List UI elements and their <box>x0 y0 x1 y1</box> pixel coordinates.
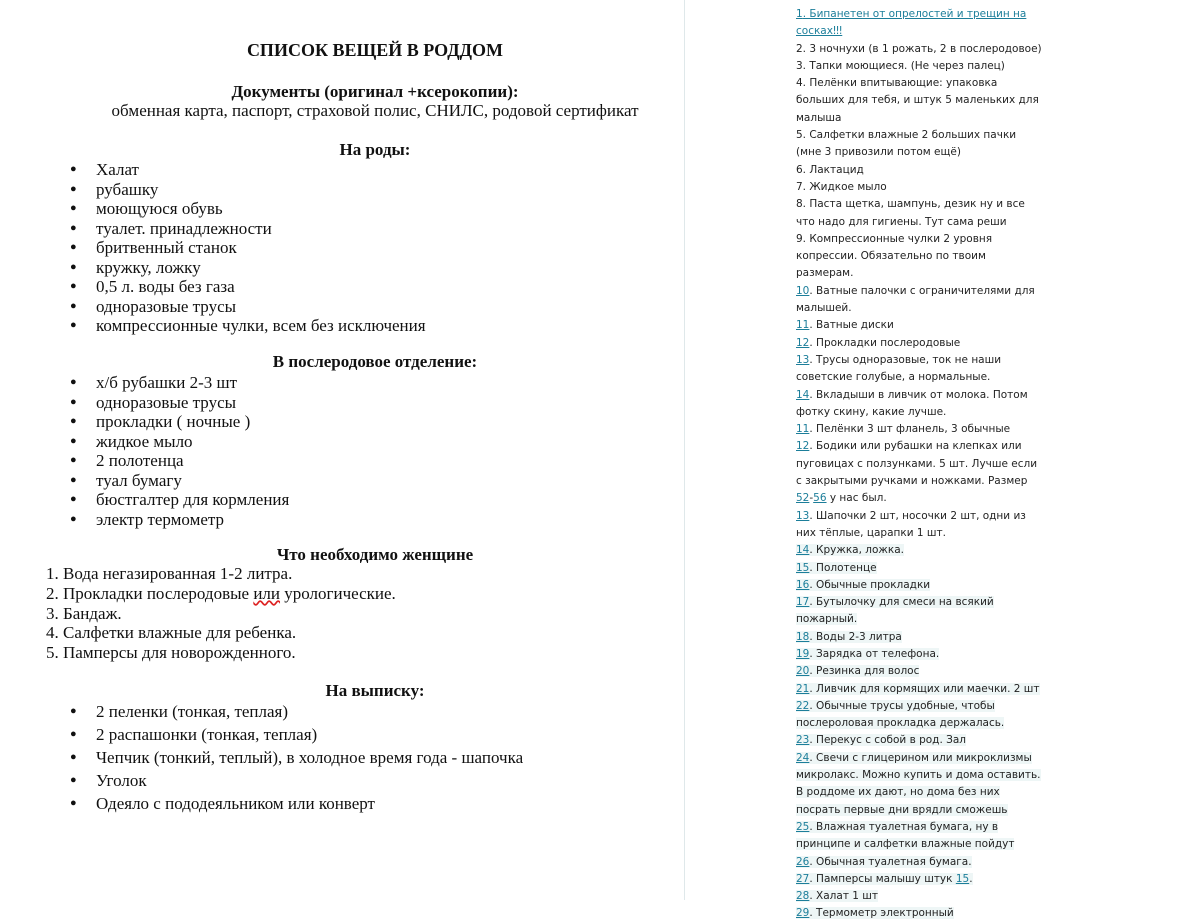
postpartum-heading: В послеродовое отделение: <box>272 352 478 371</box>
pampers-count-link[interactable]: 15 <box>955 872 970 885</box>
item-number-link[interactable]: 11 <box>796 319 810 332</box>
woman-list <box>46 564 396 663</box>
list-item: ● х/б рубашки 2-3 шт <box>30 373 289 393</box>
page-title: СПИСОК ВЕЩЕЙ В РОДДОМ <box>246 40 504 60</box>
list-item: ● туал бумагу <box>30 471 289 491</box>
list-item: 22. Обычные трусы удобные, чтобы послероловая прокладка держалась. <box>796 699 1005 730</box>
item-number-link[interactable]: 22 <box>796 699 810 712</box>
list-item: 14. Кружка, ложка. <box>796 544 905 557</box>
item-number-link[interactable]: 15 <box>796 561 810 574</box>
list-item: 2. Прокладки послеродовые или урологические. <box>46 583 396 603</box>
birth-heading: На роды: <box>339 140 411 159</box>
item-number-link[interactable]: 27 <box>796 872 810 885</box>
list-item: 1. Вода негазированная 1-2 литра. <box>46 564 293 583</box>
list-item: 4. Пелёнки впитывающие: упаковка больших для тебя, и штук 5 маленьких для малыша <box>796 77 1039 124</box>
list-item: 26. Обычная туалетная бумага. <box>796 855 972 868</box>
list-item: ● одноразовые трусы <box>30 393 289 413</box>
list-item: ● кружку, ложку <box>30 258 426 278</box>
item-number-link[interactable]: 12 <box>796 440 810 453</box>
list-item: 18. Воды 2-3 литра <box>796 630 902 643</box>
list-item: ● электр термометр <box>30 510 289 530</box>
documents-heading: Документы (оригинал +ксерокопии): <box>231 82 519 101</box>
list-item: 29. Термометр электронный <box>796 907 954 920</box>
spellcheck-word: или <box>253 583 281 603</box>
item-number-link[interactable]: 23 <box>796 734 810 747</box>
list-item: 5. Салфетки влажные 2 больших пачки (мне 3 привозили потом ещё) <box>796 129 1017 159</box>
postpartum-list <box>30 373 289 529</box>
list-item: 7. Жидкое мыло <box>796 180 887 193</box>
list-item: ● 2 пеленки (тонкая, теплая) <box>30 700 523 723</box>
list-item: 13. Трусы одноразовые, ток не наши советские голубые, а нормальные. <box>796 353 1002 384</box>
list-item: ● рубашку <box>30 180 426 200</box>
list-item: 5. Памперсы для новорожденного. <box>46 643 296 663</box>
list-item: 3. Тапки моющиеся. (Не через палец) <box>796 59 1005 72</box>
item-number-link[interactable]: 29 <box>796 907 810 920</box>
list-item: ● одноразовые трусы <box>30 297 426 317</box>
list-item: 3. Бандаж. <box>46 603 122 623</box>
list-item: ● 0,5 л. воды без газа <box>30 277 426 297</box>
list-item: 6. Лактацид <box>796 163 864 176</box>
list-item: ● Одеяло с пододеяльником или конверт <box>30 792 523 815</box>
item-number-link[interactable]: 26 <box>796 855 810 868</box>
item-number-link[interactable]: 18 <box>796 630 810 643</box>
list-item: 23. Перекус с собой в род. Зал <box>796 734 966 747</box>
list-item: 27. Памперсы малышу штук 15. <box>796 872 973 885</box>
item-number-link[interactable]: 21 <box>796 682 810 695</box>
list-item: 11. Ватные диски <box>796 319 894 332</box>
list-item: ● жидкое мыло <box>30 432 289 452</box>
list-item: ● Чепчик (тонкий, теплый), в холодное время года - шапочка <box>30 746 523 769</box>
list-item: 11. Пелёнки 3 шт фланель, 3 обычные <box>796 423 1011 436</box>
list-item: 1. Бипанетен от опрелостей и трещин на соскахǃǃǃ <box>796 8 1027 38</box>
list-item: 4. Салфетки влажные для ребенка. <box>46 623 297 643</box>
item-number-link[interactable]: 25 <box>796 820 810 833</box>
list-item: 2. 3 ночнухи (в 1 рожать, 2 в послеродовое) <box>796 42 1042 55</box>
item-number-link[interactable]: 12 <box>796 336 810 349</box>
list-item: ● Уголок <box>30 769 523 792</box>
list-item: 8. Паста щетка, шампунь, дезик ну и все что надо для гигиены. Тут сама реши <box>796 198 1025 228</box>
item-number-link[interactable]: 20 <box>796 665 810 678</box>
item-number-link[interactable]: 17 <box>796 596 810 609</box>
list-item: 15. Полотенце <box>796 561 877 574</box>
item-number-link[interactable]: 10 <box>796 284 810 297</box>
documents-text: обменная карта, паспорт, страховой полис, СНИЛС, родовой сертификат <box>111 101 639 120</box>
item-number-link[interactable]: 14 <box>796 544 810 557</box>
list-item: ● бритвенный станок <box>30 238 426 258</box>
right-list <box>796 6 1042 923</box>
item-number-link[interactable]: 13 <box>796 509 810 522</box>
list-item: 20. Резинка для волос <box>796 665 920 678</box>
item-number-link[interactable]: 28 <box>796 890 810 903</box>
list-item: ● 2 полотенца <box>30 451 289 471</box>
item-number-link[interactable]: 11 <box>796 423 810 436</box>
list-item: 28. Халат 1 шт <box>796 890 879 903</box>
list-item: 10. Ватные палочки с ограничителями для малышей. <box>796 284 1035 315</box>
left-document <box>30 0 690 900</box>
list-item: ● компрессионные чулки, всем без исключения <box>30 316 426 336</box>
list-item: 12. Бодики или рубашки на клепках или пуговицах с ползунками. 5 шт. Лучше если с закрытыми ручками и ножками. Размер 52-56 у нас был. <box>796 440 1038 505</box>
discharge-list <box>30 700 523 815</box>
list-item: ● Халат <box>30 160 426 180</box>
divider <box>684 0 685 900</box>
item-number-link[interactable]: 14 <box>796 388 810 401</box>
birth-list <box>30 160 426 336</box>
list-item: ● моющуюся обувь <box>30 199 426 219</box>
item-number-link[interactable]: 19 <box>796 647 810 660</box>
item-number-link[interactable]: 13 <box>796 353 810 366</box>
list-item: 13. Шапочки 2 шт, носочки 2 шт, одни из них тёплые, царапки 1 шт. <box>796 509 1026 539</box>
list-item: 24. Свечи с глицерином или микроклизмы микролакс. Можно купить и дома оставить. В роддоме их дают, но дома без них посрать первые дни врядли сможешь <box>796 751 1041 816</box>
list-item: 9. Компрессионные чулки 2 уровня копрессии. Обязательно по твоим размерам. <box>796 232 993 280</box>
list-item: 14. Вкладыши в ливчик от молока. Потом фотку скину, какие лучше. <box>796 388 1028 418</box>
list-item: ● прокладки ( ночные ) <box>30 412 289 432</box>
size-link[interactable]: 52 <box>796 492 810 505</box>
list-item: 25. Влажная туалетная бумага, ну в принципе и салфетки влажные пойдут <box>796 820 1015 851</box>
list-item: 12. Прокладки послеродовые <box>796 336 961 349</box>
list-item: ● бюстгалтер для кормления <box>30 490 289 510</box>
woman-heading: Что необходимо женщине <box>276 545 474 564</box>
list-item: 21. Ливчик для кормящих или маечки. 2 шт <box>796 682 1040 695</box>
discharge-heading: На выписку: <box>325 681 425 700</box>
list-item: ● 2 распашонки (тонкая, теплая) <box>30 723 523 746</box>
size-link[interactable]: 56 <box>813 492 827 505</box>
list-item: 17. Бутылочку для смеси на всякий пожарный. <box>796 596 994 626</box>
item-number-link[interactable]: 24 <box>796 751 810 764</box>
list-item: 16. Обычные прокладки <box>796 578 931 591</box>
item-number-link[interactable]: 16 <box>796 578 810 591</box>
list-item: ● туалет. принадлежности <box>30 219 426 239</box>
list-item: 19. Зарядка от телефона. <box>796 647 940 660</box>
